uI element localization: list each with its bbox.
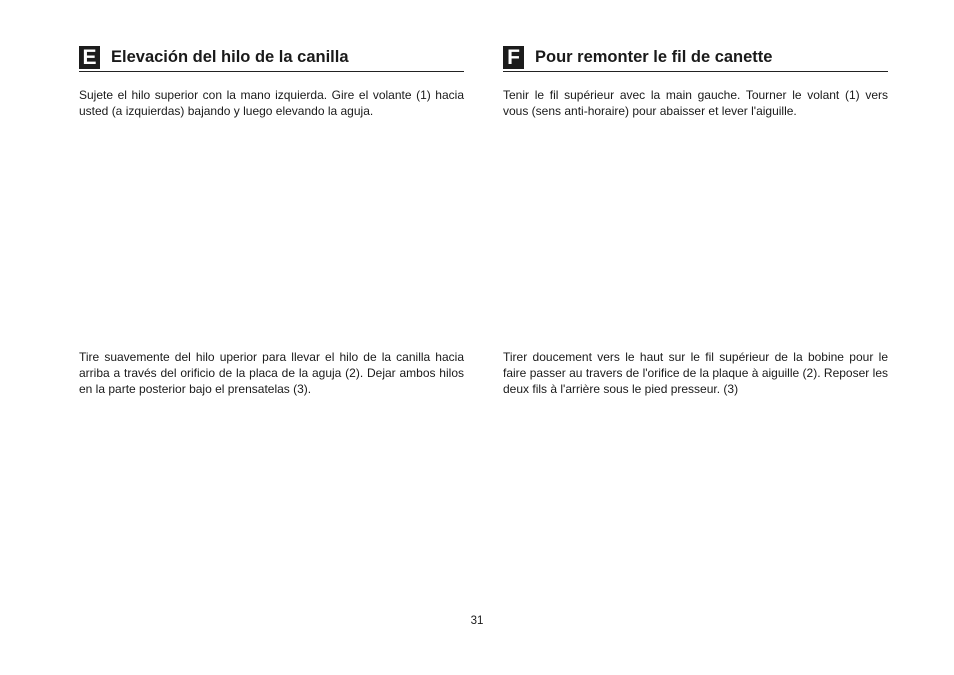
spanish-paragraph-2: Tire suavemente del hilo uperior para llevar el hilo de la canilla hacia arriba a través del orificio de la placa de la aguja (2). Dejar ambos hilos en la parte posterior bajo el prensatelas (3). <box>79 350 464 396</box>
french-paragraph-1: Tenir le fil supérieur avec la main gauche. Tourner le volant (1) vers vous (sens anti-horaire) pour abaisser et lever l'aiguille. <box>503 88 888 118</box>
language-badge-e: E <box>79 46 100 69</box>
spanish-section-header <box>79 45 464 72</box>
spanish-section-title: Elevación del hilo de la canilla <box>111 48 349 66</box>
french-paragraph-2: Tirer doucement vers le haut sur le fil supérieur de la bobine pour le faire passer au travers de l'orifice de la plaque à aiguille (2). Reposer les deux fils à l'arrière sous le pied presseur. (3) <box>503 350 888 396</box>
french-section <box>503 45 888 396</box>
page-number: 31 <box>470 615 484 627</box>
spanish-paragraph-1: Sujete el hilo superior con la mano izquierda. Gire el volante (1) hacia usted (a izquierdas) bajando y luego elevando la aguja. <box>79 88 464 118</box>
spanish-section <box>79 45 464 396</box>
language-badge-f: F <box>503 46 524 69</box>
french-section-title: Pour remonter le fil de canette <box>535 48 773 66</box>
french-section-header <box>503 45 888 72</box>
